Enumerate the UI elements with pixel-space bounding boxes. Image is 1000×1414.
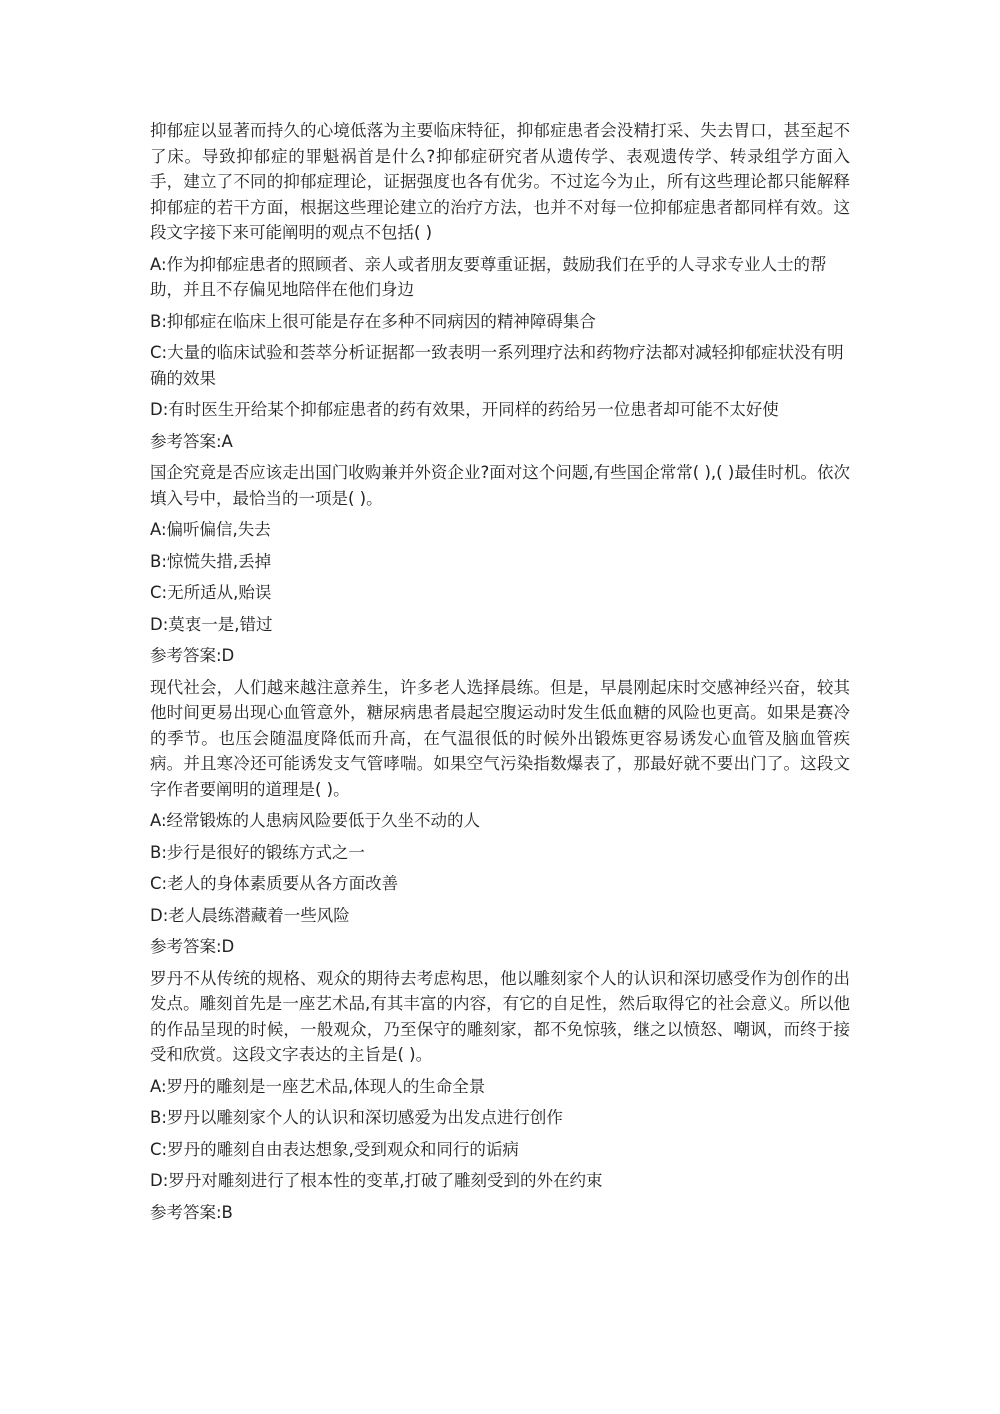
option-a: A:罗丹的雕刻是一座艺术品,体现人的生命全景 [150, 1076, 486, 1096]
question-stem: 国企究竟是否应该走出国门收购兼并外资企业?面对这个问题,有些国企常常( ),( )最佳时机。依次填入号中，最恰当的一项是( )。 [150, 463, 850, 508]
question-4 [150, 966, 850, 1226]
question-1 [150, 118, 850, 454]
reference-answer: 参考答案:B [150, 1202, 233, 1222]
option-c: C:无所适从,贻误 [150, 583, 272, 602]
document-page [150, 118, 850, 1231]
option-b: B:罗丹以雕刻家个人的认识和深切感爱为出发点进行创作 [150, 1108, 563, 1127]
option-d: D:罗丹对雕刻进行了根本性的变革,打破了雕刻受到的外在约束 [150, 1171, 603, 1190]
option-c: C:大量的临床试验和荟萃分析证据都一致表明一系列理疗法和药物疗法都对减轻抑郁症状没有明确的效果 [150, 343, 844, 388]
reference-answer: 参考答案:A [150, 431, 233, 451]
option-b: B:惊慌失措,丢掉 [150, 551, 272, 571]
option-d: D:有时医生开给某个抑郁症患者的药有效果，开同样的药给另一位患者却可能不太好使 [150, 400, 779, 419]
option-d: D:莫衷一是,错过 [150, 614, 273, 634]
option-b: B:步行是很好的锻练方式之一 [150, 842, 365, 862]
reference-answer: 参考答案:D [150, 646, 235, 665]
question-3 [150, 675, 850, 960]
option-c: C:老人的身体素质要从各方面改善 [150, 874, 399, 893]
option-a: A:经常锻炼的人患病风险要低于久坐不动的人 [150, 811, 481, 830]
option-b: B:抑郁症在临床上很可能是存在多种不同病因的精神障碍集合 [150, 311, 596, 331]
question-2 [150, 460, 850, 669]
option-a: A:偏听偏信,失去 [150, 520, 271, 539]
option-a: A:作为抑郁症患者的照顾者、亲人或者朋友要尊重证据，鼓励我们在乎的人寻求专业人士的帮助，并且不存偏见地陪伴在他们身边 [150, 254, 827, 299]
reference-answer: 参考答案:D [150, 937, 235, 956]
question-stem: 现代社会，人们越来越注意养生，许多老人选择晨练。但是，早晨刚起床时交感神经兴奋，较其他时间更易出现心血管意外，糖尿病患者晨起空腹运动时发生低血糖的风险也更高。如果是赛冷的季节。也压会随温度降低而升高，在气温很低的时候外出锻炼更容易诱发心血管及脑血管疾病。并且寒冷还可能诱发支气管哮喘。如果空气污染指数爆表了，那最好就不要出门了。这段文字作者要阐明的道理是( )。 [150, 677, 850, 799]
question-stem: 抑郁症以显著而持久的心境低落为主要临床特征，抑郁症患者会没精打采、失去胃口，甚至起不了床。导致抑郁症的罪魁祸首是什么?抑郁症研究者从遗传学、表观遗传学、转录组学方面入手，建立了不同的抑郁症理论，证据强度也各有优劣。不过迄今为止，所有这些理论都只能解释抑郁症的若干方面，根据这些理论建立的治疗方法，也并不对每一位抑郁症患者都同样有效。这段文字接下来可能阐明的观点不包括( ) [150, 121, 850, 242]
option-d: D:老人晨练潜藏着一些风险 [150, 905, 350, 925]
option-c: C:罗丹的雕刻自由表达想象,受到观众和同行的诟病 [150, 1139, 519, 1159]
question-stem: 罗丹不从传统的规格、观众的期待去考虑构思，他以雕刻家个人的认识和深切感受作为创作的出发点。雕刻首先是一座艺术品,有其丰富的内容，有它的自足性，然后取得它的社会意义。所以他的作品呈现的时候，一般观众，乃至保守的雕刻家，都不免惊骇，继之以愤怒、嘲讽，而终于接受和欣赏。这段文字表达的主旨是( )。 [150, 968, 850, 1064]
